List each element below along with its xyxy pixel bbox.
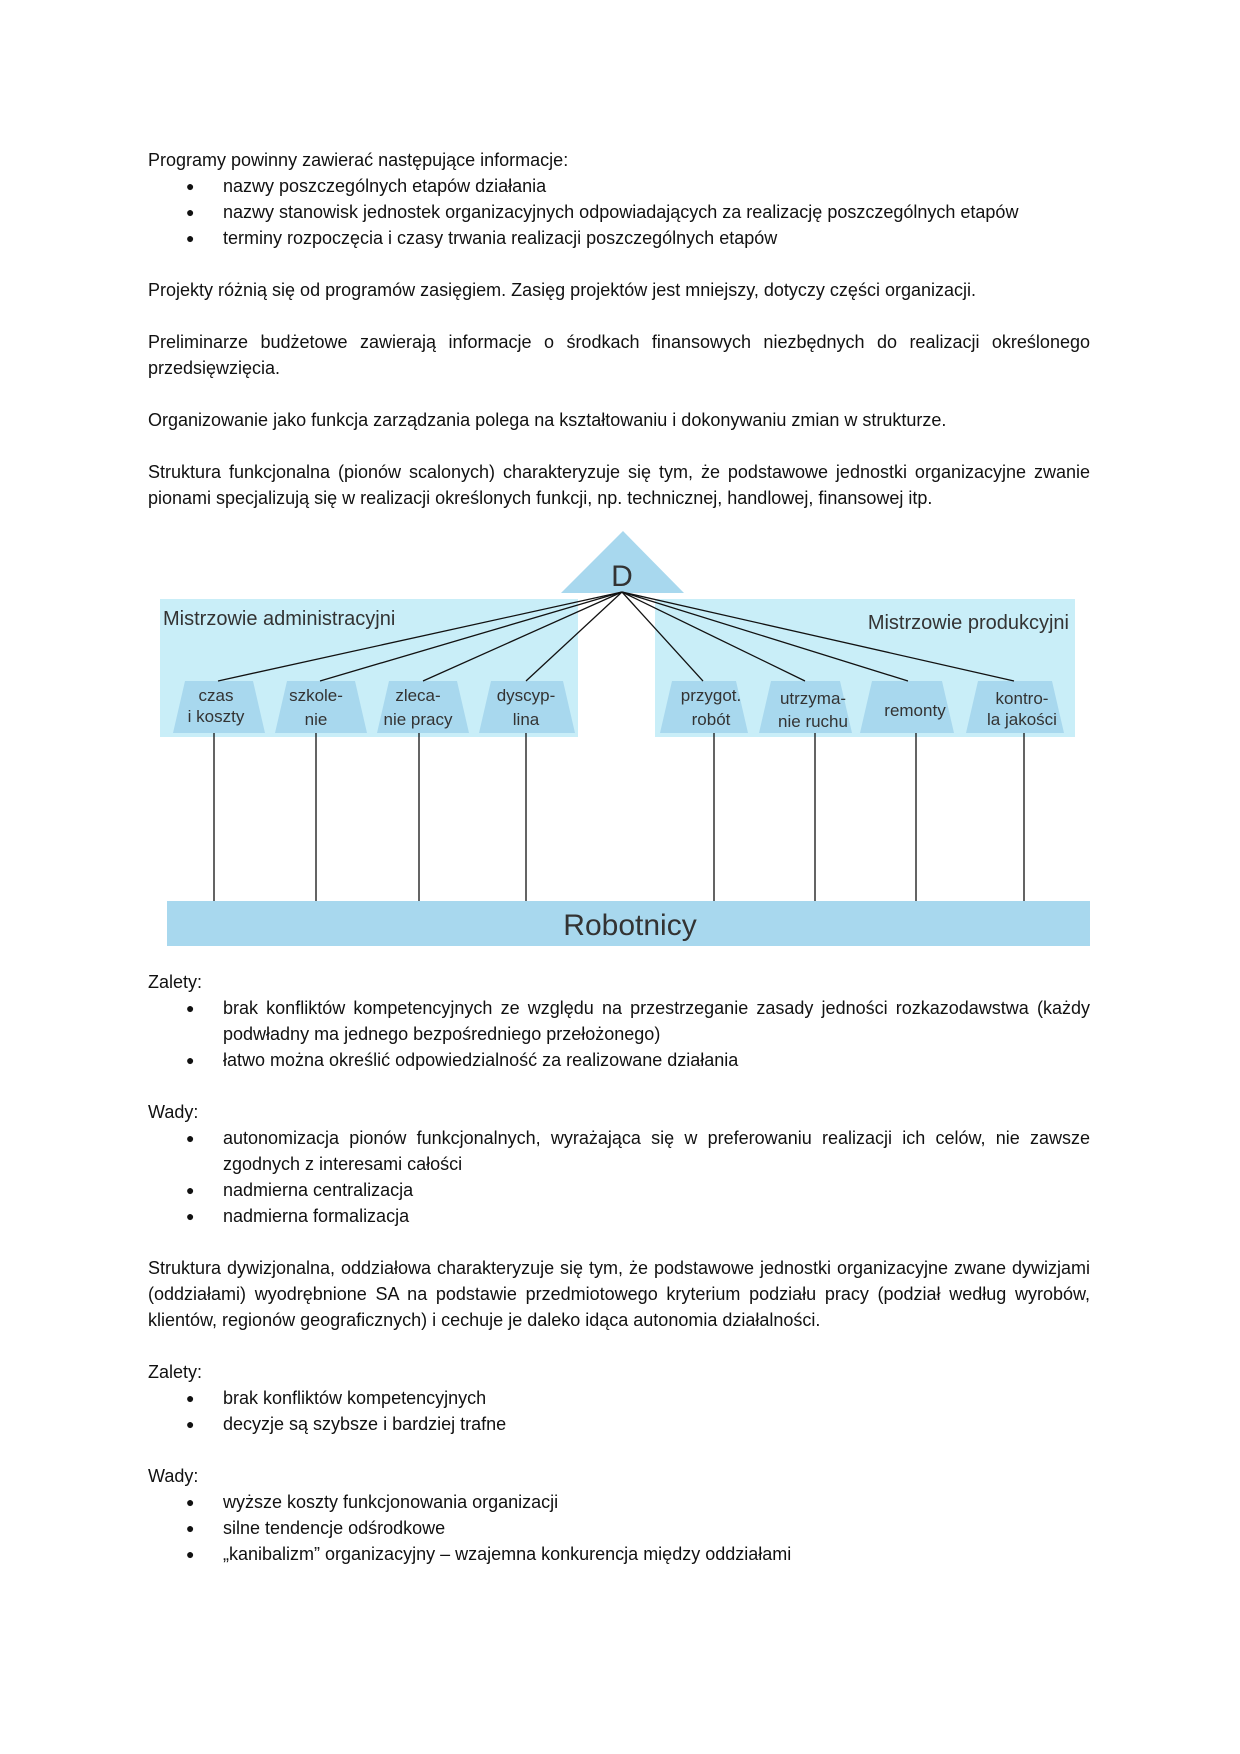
left-group-label: Mistrzowie administracyjni <box>163 608 396 630</box>
list-item: ● autonomizacja pionów funkcjonalnych, wyrażająca się w preferowaniu realizacji ich celów, nie zawsze zgodnych z interesami całości <box>148 1125 1090 1177</box>
diagram-svg <box>148 529 1090 969</box>
advantages-list-2 <box>148 1385 1090 1437</box>
advantages-list <box>148 995 1090 1073</box>
programs-list <box>148 173 1090 251</box>
unit-label: nie pracy <box>383 710 453 729</box>
list-item: ● brak konfliktów kompetencyjnych ze względu na przestrzeganie zasady jedności rozkazodawstwa (każdy podwładny ma jednego bezpośredniego przełożonego) <box>148 995 1090 1047</box>
functional-structure-diagram <box>148 529 1090 969</box>
worker-lines <box>214 733 1024 901</box>
paragraph-projekty: Projekty różnią się od programów zasięgiem. Zasięg projektów jest mniejszy, dotyczy części organizacji. <box>148 280 976 300</box>
workers-label: Robotnicy <box>563 909 697 942</box>
document-body <box>148 147 1090 1567</box>
disadvantages-heading-2: Wady: <box>148 1466 199 1486</box>
list-item: ● wyższe koszty funkcjonowania organizacji <box>148 1489 1090 1515</box>
unit-label: szkole- <box>289 686 343 705</box>
list-item: ● łatwo można określić odpowiedzialność za realizowane działania <box>148 1047 1090 1073</box>
programs-heading: Programy powinny zawierać następujące informacje: <box>148 150 569 170</box>
unit-label: utrzyma- <box>779 689 847 708</box>
paragraph-struktura-dywizjonalna: Struktura dywizjonalna, oddziałowa charakteryzuje się tym, że podstawowe jednostki organizacyjne zwane dywizjami (oddziałami) wyodrębnione SA na podstawie przedmiotowego kryterium podziału pracy (podział według wyrobów, klientów, regionów geograficznych) i cechuje je daleko idąca autonomia działalności. <box>148 1258 1090 1330</box>
list-item: ● silne tendencje odśrodkowe <box>148 1515 1090 1541</box>
list-item: ● „kanibalizm” organizacyjny – wzajemna konkurencja między oddziałami <box>148 1541 1090 1567</box>
unit-label: i koszty <box>187 707 245 726</box>
paragraph-organizowanie: Organizowanie jako funkcja zarządzania polega na kształtowaniu i dokonywaniu zmian w strukturze. <box>148 410 947 430</box>
unit-label: nie ruchu <box>778 712 848 731</box>
unit-label: nie <box>304 710 328 729</box>
unit-label: zleca- <box>395 686 441 705</box>
unit-label: kontro- <box>995 689 1049 708</box>
right-group-label: Mistrzowie produkcyjni <box>867 612 1069 634</box>
list-item: ● decyzje są szybsze i bardziej trafne <box>148 1411 1090 1437</box>
unit-label: przygot. <box>680 686 742 705</box>
advantages-heading: Zalety: <box>148 972 203 992</box>
disadvantages-list <box>148 1125 1090 1229</box>
paragraph-struktura-funkcjonalna: Struktura funkcjonalna (pionów scalonych) charakteryzuje się tym, że podstawowe jednostki organizacyjne zwanie pionami specjalizują się w realizacji określonych funkcji, np. technicznej, handlowej, finansowej itp. <box>148 462 1090 508</box>
disadvantages-list-2 <box>148 1489 1090 1567</box>
paragraph-preliminarze: Preliminarze budżetowe zawierają informacje o środkach finansowych niezbędnych do realizacji określonego przedsięwzięcia. <box>148 332 1090 378</box>
list-item: ● nadmierna centralizacja <box>148 1177 1090 1203</box>
disadvantages-heading: Wady: <box>148 1102 199 1122</box>
advantages-heading-2: Zalety: <box>148 1362 203 1382</box>
director-label: D <box>611 560 633 593</box>
list-item: ● brak konfliktów kompetencyjnych <box>148 1385 1090 1411</box>
unit-label: czas <box>198 686 234 705</box>
list-item: ● nadmierna formalizacja <box>148 1203 1090 1229</box>
unit-label: lina <box>512 710 540 729</box>
unit-label: dyscyp- <box>496 686 556 705</box>
unit-label: la jakości <box>987 710 1057 729</box>
list-item: ● nazwy stanowisk jednostek organizacyjnych odpowiadających za realizację poszczególnych etapów <box>148 199 1090 225</box>
list-item: ● nazwy poszczególnych etapów działania <box>148 173 1090 199</box>
list-item: ● terminy rozpoczęcia i czasy trwania realizacji poszczególnych etapów <box>148 225 1090 251</box>
unit-label: robót <box>691 710 731 729</box>
unit-label: remonty <box>884 701 946 720</box>
